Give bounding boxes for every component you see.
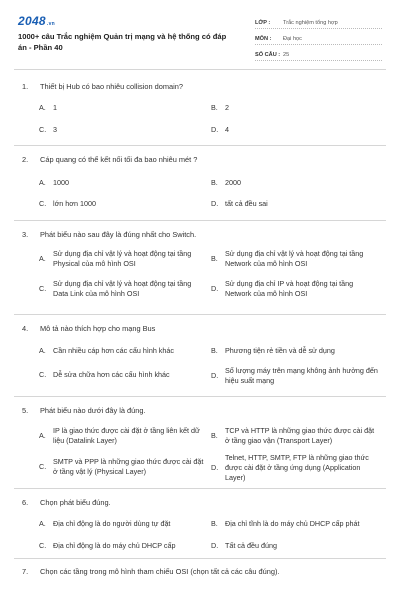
option-d[interactable] (211, 199, 380, 209)
question-text (22, 230, 196, 239)
option-text: Địa chỉ tĩnh là do máy chủ DHCP cấp phát (225, 519, 360, 528)
meta-value: Trắc nghiệm tổng hợp (283, 19, 338, 26)
option-text: Cần nhiều cáp hơn các cấu hình khác (53, 346, 174, 355)
option-c[interactable] (39, 279, 208, 299)
meta-value: Đại học (283, 35, 302, 42)
question-2 (14, 146, 386, 221)
option-a[interactable] (39, 519, 208, 529)
question-list (0, 74, 400, 599)
meta-question-count (255, 46, 382, 61)
option-text: 2000 (225, 178, 241, 187)
option-d[interactable] (211, 125, 380, 135)
question-prompt: Mô tả nào thích hợp cho mạng Bus (40, 324, 156, 333)
option-letter: D. (211, 284, 219, 293)
option-a[interactable] (39, 426, 208, 446)
question-3 (14, 221, 386, 315)
option-letter: D. (211, 199, 219, 208)
option-letter: A. (39, 346, 46, 355)
meta-label: LỚP : (255, 19, 271, 26)
question-number: 7. (22, 567, 29, 576)
option-text: 4 (225, 125, 229, 134)
option-letter: A. (39, 103, 46, 112)
question-number: 2. (22, 155, 29, 164)
option-c[interactable] (39, 370, 208, 380)
option-text: TCP và HTTP là những giao thức được cài đặt ở tầng giao vận (Transport Layer) (225, 426, 375, 445)
option-text: Địa chỉ động là do người dùng tự đặt (53, 519, 171, 528)
option-letter: D. (211, 371, 219, 380)
option-letter: B. (211, 254, 218, 263)
document-title: 1000+ câu Trắc nghiệm Quản trị mạng và hệ thống có đáp án - Phần 40 (18, 32, 227, 52)
option-text: SMTP và PPP là những giao thức được cài đặt ở tầng vật lý (Physical Layer) (53, 457, 204, 476)
option-letter: A. (39, 254, 46, 263)
option-letter: D. (211, 541, 219, 550)
option-letter: C. (39, 462, 47, 471)
option-text: Sử dụng địa chỉ vật lý và hoạt động tại tầng Network của mô hình OSI (225, 249, 364, 268)
option-letter: B. (211, 346, 218, 355)
question-7 (14, 559, 386, 599)
question-number: 4. (22, 324, 29, 333)
meta-value: 25 (283, 51, 290, 58)
option-b[interactable] (211, 346, 380, 356)
option-c[interactable] (39, 199, 208, 209)
option-letter: C. (39, 284, 47, 293)
option-letter: A. (39, 431, 46, 440)
question-1 (14, 74, 386, 146)
logo-domain: .vn (46, 21, 56, 27)
question-prompt: Phát biểu nào dưới đây là đúng. (40, 406, 146, 415)
option-text: Dễ sửa chữa hơn các cấu hình khác (53, 370, 170, 379)
question-text (22, 82, 183, 91)
option-a[interactable] (39, 346, 208, 356)
question-number: 6. (22, 498, 29, 507)
option-text: lớn hơn 1000 (53, 199, 96, 208)
option-b[interactable] (211, 178, 380, 188)
option-text: 1000 (53, 178, 69, 187)
option-letter: B. (211, 103, 218, 112)
option-b[interactable] (211, 426, 380, 446)
option-c[interactable] (39, 541, 208, 551)
option-text: IP là giao thức được cài đặt ở tầng liên kết dữ liệu (Datalink Layer) (53, 426, 200, 445)
option-b[interactable] (211, 103, 380, 113)
question-5 (14, 397, 386, 489)
option-letter: C. (39, 125, 47, 134)
option-letter: C. (39, 541, 47, 550)
option-b[interactable] (211, 249, 380, 269)
question-text (22, 498, 111, 507)
option-letter: D. (211, 125, 219, 134)
option-text: tất cả đều sai (225, 199, 268, 208)
option-text: Địa chỉ động là do máy chủ DHCP cấp (53, 541, 176, 550)
option-letter: B. (211, 431, 218, 440)
option-b[interactable] (211, 519, 400, 529)
site-logo[interactable] (18, 14, 55, 28)
option-text: 1 (53, 103, 57, 112)
option-c[interactable] (39, 457, 208, 477)
option-text: 3 (53, 125, 57, 134)
option-text: 2 (225, 103, 229, 112)
option-a[interactable] (39, 249, 208, 269)
option-d[interactable] (211, 453, 380, 483)
question-number: 1. (22, 82, 29, 91)
option-letter: D. (211, 463, 219, 472)
option-letter: B. (211, 178, 218, 187)
question-number: 3. (22, 230, 29, 239)
option-d[interactable] (211, 366, 380, 386)
option-text: Sử dụng địa chỉ vật lý và hoạt động tại tầng Physical của mô hình OSI (53, 249, 192, 268)
meta-label: SỐ CÂU : (255, 51, 281, 58)
meta-class (255, 14, 382, 29)
question-text (22, 324, 155, 333)
header-divider (14, 69, 386, 70)
question-text (22, 155, 197, 164)
option-text: Số lượng máy trên mạng không ảnh hưởng đến hiệu suất mạng (225, 366, 378, 385)
meta-subject (255, 30, 382, 45)
question-prompt: Chọn các tầng trong mô hình tham chiếu OSI (chọn tất cả các câu đúng). (40, 567, 280, 576)
question-prompt: Thiết bị Hub có bao nhiêu collision domain? (40, 82, 183, 91)
question-prompt: Cáp quang có thể kết nối tối đa bao nhiêu mét ? (40, 155, 198, 164)
question-6 (14, 489, 386, 559)
option-text: Tất cả đều đúng (225, 541, 277, 550)
question-prompt: Chọn phát biểu đúng. (40, 498, 111, 507)
option-letter: C. (39, 199, 47, 208)
question-4 (14, 315, 386, 397)
option-letter: A. (39, 519, 46, 528)
option-text: Sử dụng địa chỉ IP và hoạt động tại tầng Network của mô hình OSI (225, 279, 354, 298)
option-text: Phương tiện rẻ tiền và dễ sử dụng (225, 346, 335, 355)
option-d[interactable] (211, 279, 380, 299)
question-text (22, 567, 280, 576)
meta-label: MÔN : (255, 35, 272, 42)
option-d[interactable] (211, 541, 380, 551)
question-number: 5. (22, 406, 29, 415)
option-letter: C. (39, 370, 47, 379)
logo-text: 2048 (18, 14, 46, 28)
question-text (22, 406, 146, 415)
question-prompt: Phát biểu nào sau đây là đúng nhất cho Switch. (40, 230, 197, 239)
option-text: Telnet, HTTP, SMTP, FTP là những giao thức được cài đặt ở tầng ứng dụng (Application Layer) (225, 453, 369, 482)
page-header (0, 0, 400, 66)
option-c[interactable] (39, 125, 208, 135)
option-letter: A. (39, 178, 46, 187)
option-a[interactable] (39, 178, 208, 188)
exam-meta (255, 14, 382, 62)
option-letter: B. (211, 519, 218, 528)
option-text: Sử dụng địa chỉ vật lý và hoạt động tại tầng Data Link của mô hình OSI (53, 279, 192, 298)
option-a[interactable] (39, 103, 208, 113)
